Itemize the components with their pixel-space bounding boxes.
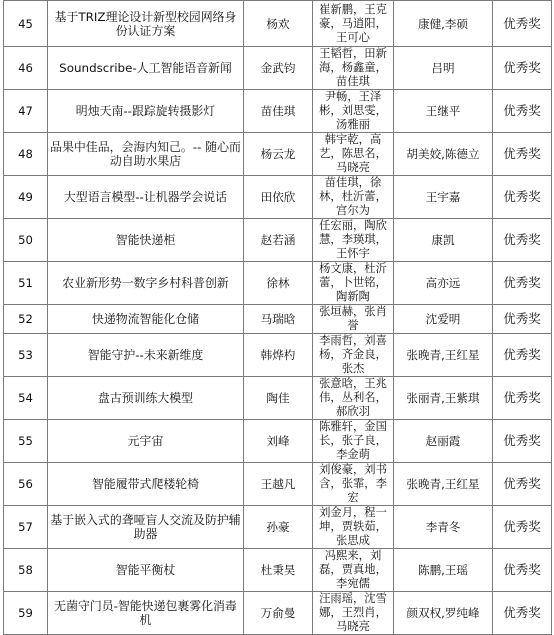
table-row	[4, 305, 552, 334]
advisor-cell: 张晚青,王红星	[394, 334, 493, 377]
advisor-cell: 李青冬	[394, 506, 493, 549]
row-number-cell: 48	[4, 133, 48, 176]
advisor-cell: 张丽青,王紫琪	[394, 377, 493, 420]
row-number-cell: 59	[4, 592, 48, 635]
advisor-cell: 张晚青,王红星	[394, 463, 493, 506]
advisor-cell: 康健,李硕	[394, 1, 493, 47]
team-leader-cell: 陶佳	[244, 377, 313, 420]
row-number-cell: 56	[4, 463, 48, 506]
award-cell: 优秀奖	[493, 47, 552, 90]
row-number-cell: 46	[4, 47, 48, 90]
row-number-cell: 51	[4, 262, 48, 305]
project-name-cell: 基于嵌入式的聋哑盲人交流及防护辅助器	[48, 506, 244, 549]
advisor-cell: 颜双权,罗纯峰	[394, 592, 493, 635]
advisor-cell: 康凯	[394, 219, 493, 262]
project-name-cell: Soundscribe-人工智能语音新闻	[48, 47, 244, 90]
team-members-cell: 冯熙来，刘磊，贾真地，李宛儒	[313, 549, 394, 592]
team-members-cell: 苗佳琪，徐林，杜沂蕾，宫尔为	[313, 176, 394, 219]
team-leader-cell: 杨欢	[244, 1, 313, 47]
advisor-cell: 沈爱明	[394, 305, 493, 334]
advisor-cell: 高亦远	[394, 262, 493, 305]
team-leader-cell: 苗佳琪	[244, 90, 313, 133]
team-members-cell: 杨文康，杜沂蕾，卜世铭，陶新陶	[313, 262, 394, 305]
team-members-cell: 汪雨瑶，沈雪娜，王烈肖，马晓亮	[313, 592, 394, 635]
team-leader-cell: 赵若涵	[244, 219, 313, 262]
table-row	[4, 377, 552, 420]
advisor-cell: 胡美姣,陈德立	[394, 133, 493, 176]
team-leader-cell: 杨云龙	[244, 133, 313, 176]
project-name-cell: 基于TRIZ理论设计新型校园网络身份认证方案	[48, 1, 244, 47]
award-cell: 优秀奖	[493, 1, 552, 47]
team-members-cell: 刘金月，程一坤，贾轶茹，张思成	[313, 506, 394, 549]
project-name-cell: 大型语言模型--让机器学会说话	[48, 176, 244, 219]
award-cell: 优秀奖	[493, 90, 552, 133]
advisor-cell: 陈鹏,王瑶	[394, 549, 493, 592]
team-members-cell: 张意晗，王兆伟，丛利名，郝欣羽	[313, 377, 394, 420]
award-cell: 优秀奖	[493, 334, 552, 377]
project-name-cell: 智能平衡杖	[48, 549, 244, 592]
row-number-cell: 53	[4, 334, 48, 377]
row-number-cell: 58	[4, 549, 48, 592]
row-number-cell: 54	[4, 377, 48, 420]
team-leader-cell: 徐林	[244, 262, 313, 305]
project-name-cell: 盘古预训练大模型	[48, 377, 244, 420]
row-number-cell: 57	[4, 506, 48, 549]
advisor-cell: 赵丽霞	[394, 420, 493, 463]
team-leader-cell: 刘峰	[244, 420, 313, 463]
row-number-cell: 49	[4, 176, 48, 219]
advisor-cell: 王继平	[394, 90, 493, 133]
project-name-cell: 智能快递柜	[48, 219, 244, 262]
team-leader-cell: 王越凡	[244, 463, 313, 506]
project-name-cell: 元宇宙	[48, 420, 244, 463]
table-row	[4, 592, 552, 635]
table-row	[4, 1, 552, 47]
table-row	[4, 262, 552, 305]
team-leader-cell: 马瑞晗	[244, 305, 313, 334]
team-members-cell: 韩宇乾，高艺，陈思名，马晓亮	[313, 133, 394, 176]
award-cell: 优秀奖	[493, 133, 552, 176]
team-members-cell: 张垣赫，张肖誉	[313, 305, 394, 334]
advisor-cell: 王宇嘉	[394, 176, 493, 219]
award-cell: 优秀奖	[493, 420, 552, 463]
row-number-cell: 47	[4, 90, 48, 133]
table-row	[4, 219, 552, 262]
team-leader-cell: 孙豪	[244, 506, 313, 549]
row-number-cell: 52	[4, 305, 48, 334]
table-row	[4, 334, 552, 377]
team-leader-cell: 田依欣	[244, 176, 313, 219]
team-leader-cell: 万俞曼	[244, 592, 313, 635]
award-cell: 优秀奖	[493, 176, 552, 219]
row-number-cell: 55	[4, 420, 48, 463]
award-cell: 优秀奖	[493, 506, 552, 549]
team-leader-cell: 韩烨杓	[244, 334, 313, 377]
award-cell: 优秀奖	[493, 305, 552, 334]
award-cell: 优秀奖	[493, 592, 552, 635]
project-name-cell: 快递物流智能化仓储	[48, 305, 244, 334]
table-row	[4, 90, 552, 133]
team-members-cell: 崔新鹏，王克豪，马逍阳，王可心	[313, 1, 394, 47]
project-name-cell: 智能守护--未来新维度	[48, 334, 244, 377]
award-cell: 优秀奖	[493, 377, 552, 420]
team-members-cell: 尹畅，王泽彬，刘思雯，汤雅丽	[313, 90, 394, 133]
advisor-cell: 吕明	[394, 47, 493, 90]
project-name-cell: 品果中佳品，会海内知己。-- 随心而动自助水果店	[48, 133, 244, 176]
team-members-cell: 王韬哲，田新海，杨鑫童，苗佳琪	[313, 47, 394, 90]
table-row	[4, 463, 552, 506]
team-members-cell: 李雨哲，刘喜杨，齐金良，张杰	[313, 334, 394, 377]
team-members-cell: 任宏丽，陶欣慧，李瑛琪，王怀宇	[313, 219, 394, 262]
team-members-cell: 刘俊豪，刘书含，张霏，李宏	[313, 463, 394, 506]
table-row	[4, 133, 552, 176]
project-name-cell: 农业新形势一数字乡村科普创新	[48, 262, 244, 305]
row-number-cell: 50	[4, 219, 48, 262]
table-row	[4, 47, 552, 90]
table-row	[4, 506, 552, 549]
project-name-cell: 智能履带式爬楼轮椅	[48, 463, 244, 506]
table-row	[4, 549, 552, 592]
award-cell: 优秀奖	[493, 219, 552, 262]
team-leader-cell: 杜秉昊	[244, 549, 313, 592]
award-cell: 优秀奖	[493, 262, 552, 305]
awards-table	[3, 0, 552, 635]
project-name-cell: 无菌守门员-智能快递包裹雾化消毒机	[48, 592, 244, 635]
awards-table-body	[4, 1, 552, 635]
table-row	[4, 176, 552, 219]
row-number-cell: 45	[4, 1, 48, 47]
table-row	[4, 420, 552, 463]
award-cell: 优秀奖	[493, 463, 552, 506]
project-name-cell: 明烛天南--跟踪旋转摄影灯	[48, 90, 244, 133]
team-leader-cell: 金武钧	[244, 47, 313, 90]
award-cell: 优秀奖	[493, 549, 552, 592]
team-members-cell: 陈雅轩，金国长，张子良，李金萌	[313, 420, 394, 463]
